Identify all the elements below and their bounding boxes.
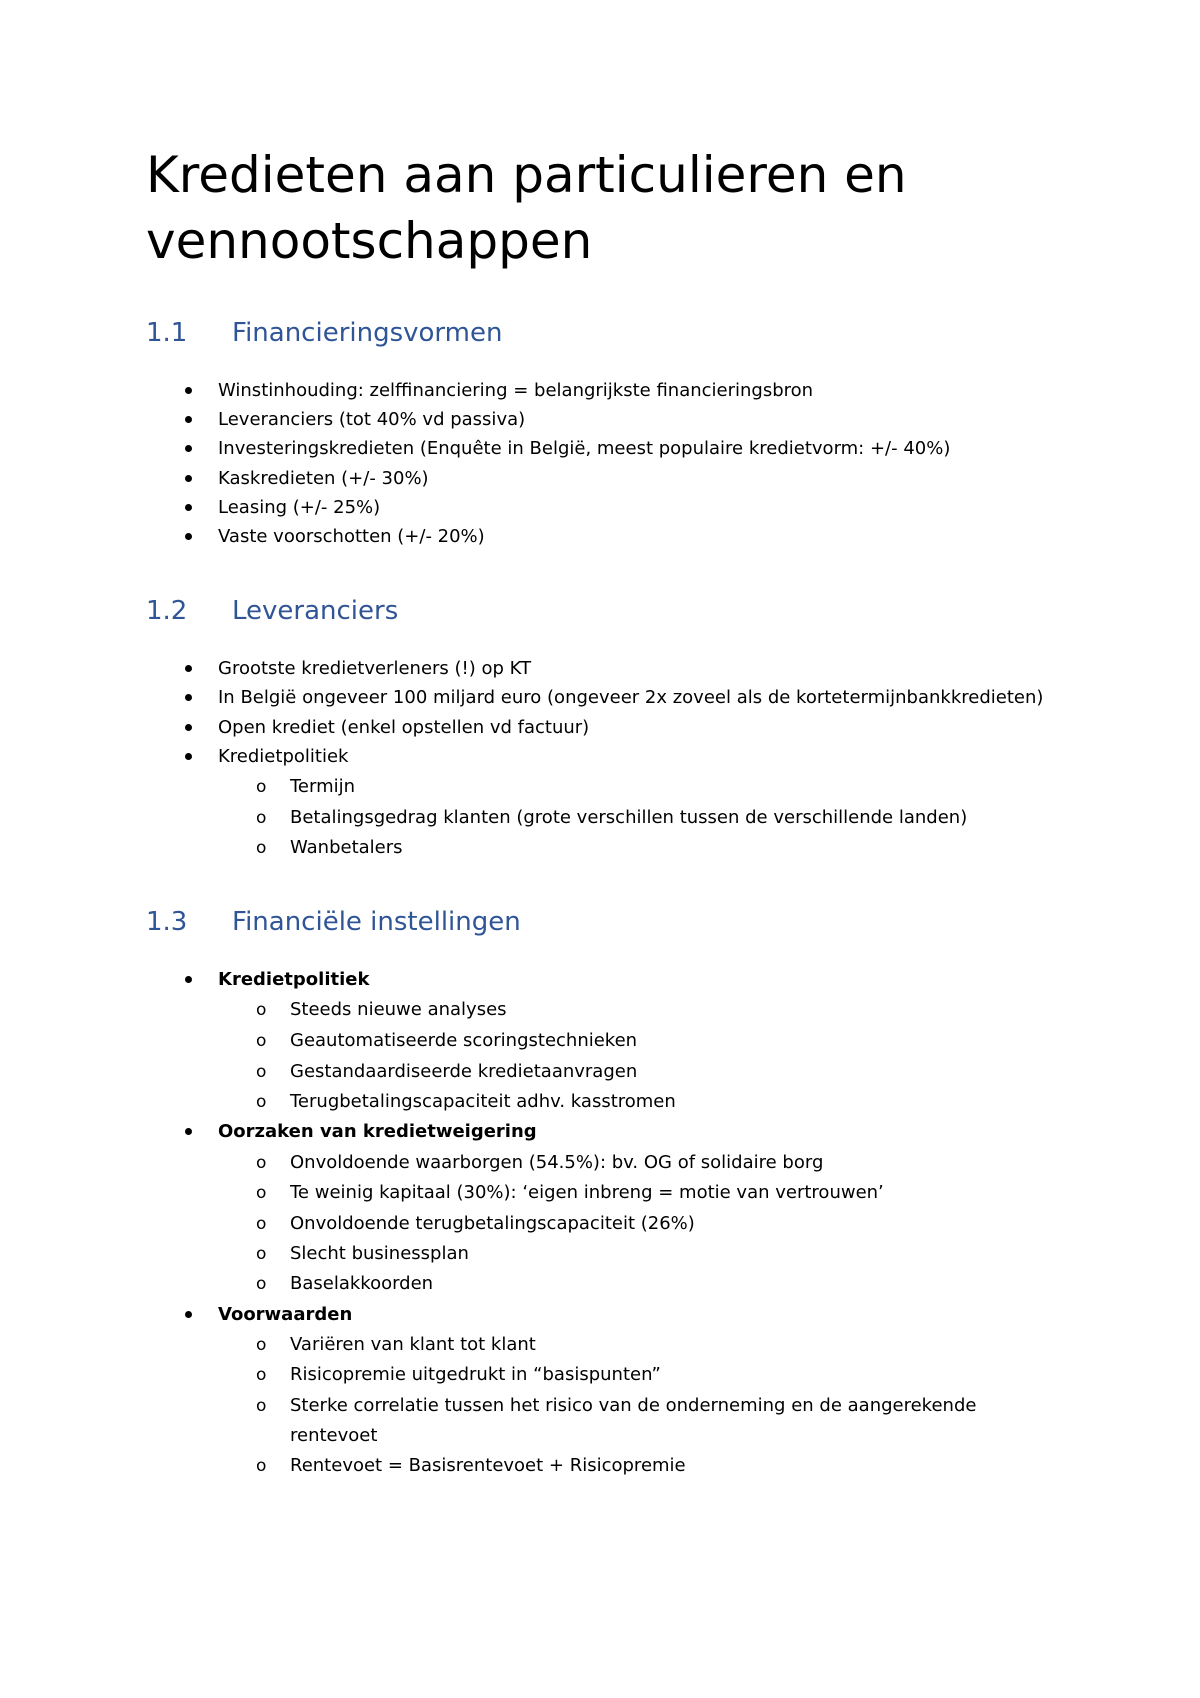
sub-bullet-icon: o (256, 777, 267, 797)
list-item: Winstinhouding: zelffinanciering = belangrijkste financieringsbron (218, 380, 814, 401)
list-item: Kredietpolitiek (218, 746, 349, 767)
bullet-icon (185, 504, 192, 511)
sub-list-item: Te weinig kapitaal (30%): ‘eigen inbreng = motie van vertrouwen’ (290, 1182, 884, 1203)
sub-list-item: Wanbetalers (290, 837, 403, 858)
sub-bullet-icon: o (256, 1456, 267, 1476)
bullet-icon (185, 445, 192, 452)
sub-bullet-icon: o (256, 1092, 267, 1112)
group-label: Kredietpolitiek (218, 969, 370, 990)
sub-list-item: Terugbetalingscapaciteit adhv. kasstromen (290, 1091, 676, 1112)
sub-list-item: Termijn (290, 776, 356, 797)
sub-bullet-icon: o (256, 838, 267, 858)
section-title: Financiële instellingen (232, 907, 521, 937)
bullet-icon (185, 387, 192, 394)
sub-bullet-icon: o (256, 1274, 267, 1294)
list-item: Grootste kredietverleners (!) op KT (218, 658, 532, 679)
sub-bullet-icon: o (256, 1214, 267, 1234)
sub-list-item: Onvoldoende waarborgen (54.5%): bv. OG of solidaire borg (290, 1152, 824, 1173)
section-heading-1-2 (146, 594, 398, 628)
sub-list-item: Onvoldoende terugbetalingscapaciteit (26%) (290, 1213, 695, 1234)
section-heading-1-1 (146, 316, 502, 350)
bullet-icon (185, 724, 192, 731)
sub-bullet-icon: o (256, 1031, 267, 1051)
section-number: 1.1 (146, 318, 188, 348)
sub-bullet-icon: o (256, 1365, 267, 1385)
sub-list-item: Slecht businessplan (290, 1243, 469, 1264)
section-title: Financieringsvormen (232, 318, 503, 348)
sub-list-item: Risicopremie uitgedrukt in “basispunten” (290, 1364, 661, 1385)
list-item: Open krediet (enkel opstellen vd factuur) (218, 717, 590, 738)
sub-bullet-icon: o (256, 1183, 267, 1203)
bullet-icon (185, 475, 192, 482)
sub-bullet-icon: o (256, 1335, 267, 1355)
sub-list-item: Sterke correlatie tussen het risico van de onderneming en de aangerekende rentevoet (290, 1395, 977, 1446)
group-label: Voorwaarden (218, 1304, 353, 1325)
sub-list-item: Variëren van klant tot klant (290, 1334, 536, 1355)
sub-bullet-icon: o (256, 808, 267, 828)
bullet-icon (185, 533, 192, 540)
list-item: In België ongeveer 100 miljard euro (ongeveer 2x zoveel als de kortetermijnbankkredieten) (218, 687, 1044, 708)
list-item: Leasing (+/- 25%) (218, 497, 381, 518)
group-label: Oorzaken van kredietweigering (218, 1121, 537, 1142)
sub-bullet-icon: o (256, 1396, 267, 1416)
list-item: Investeringskredieten (Enquête in België, meest populaire kredietvorm: +/- 40%) (218, 438, 951, 459)
bullet-icon (185, 416, 192, 423)
sub-list-item: Steeds nieuwe analyses (290, 999, 507, 1020)
sub-bullet-icon: o (256, 1244, 267, 1264)
section-number: 1.2 (146, 596, 188, 626)
bullet-icon (185, 1128, 192, 1135)
sub-bullet-icon: o (256, 1062, 267, 1082)
sub-list-item: Baselakkoorden (290, 1273, 434, 1294)
sub-list-item: Betalingsgedrag klanten (grote verschillen tussen de verschillende landen) (290, 807, 968, 828)
section-heading-1-3 (146, 905, 521, 939)
section-number: 1.3 (146, 907, 188, 937)
sub-list-item: Gestandaardiseerde kredietaanvragen (290, 1061, 638, 1082)
sub-list-item: Geautomatiseerde scoringstechnieken (290, 1030, 638, 1051)
sub-bullet-icon: o (256, 1000, 267, 1020)
section-title: Leveranciers (232, 596, 399, 626)
document-title: Kredieten aan particulieren en vennootschappen (146, 146, 907, 270)
list-item: Leveranciers (tot 40% vd passiva) (218, 409, 526, 430)
bullet-icon (185, 694, 192, 701)
bullet-icon (185, 1311, 192, 1318)
sub-list-item: Rentevoet = Basisrentevoet + Risicopremie (290, 1455, 686, 1476)
list-item: Vaste voorschotten (+/- 20%) (218, 526, 485, 547)
list-item: Kaskredieten (+/- 30%) (218, 468, 429, 489)
bullet-icon (185, 665, 192, 672)
bullet-icon (185, 976, 192, 983)
sub-bullet-icon: o (256, 1153, 267, 1173)
bullet-icon (185, 753, 192, 760)
